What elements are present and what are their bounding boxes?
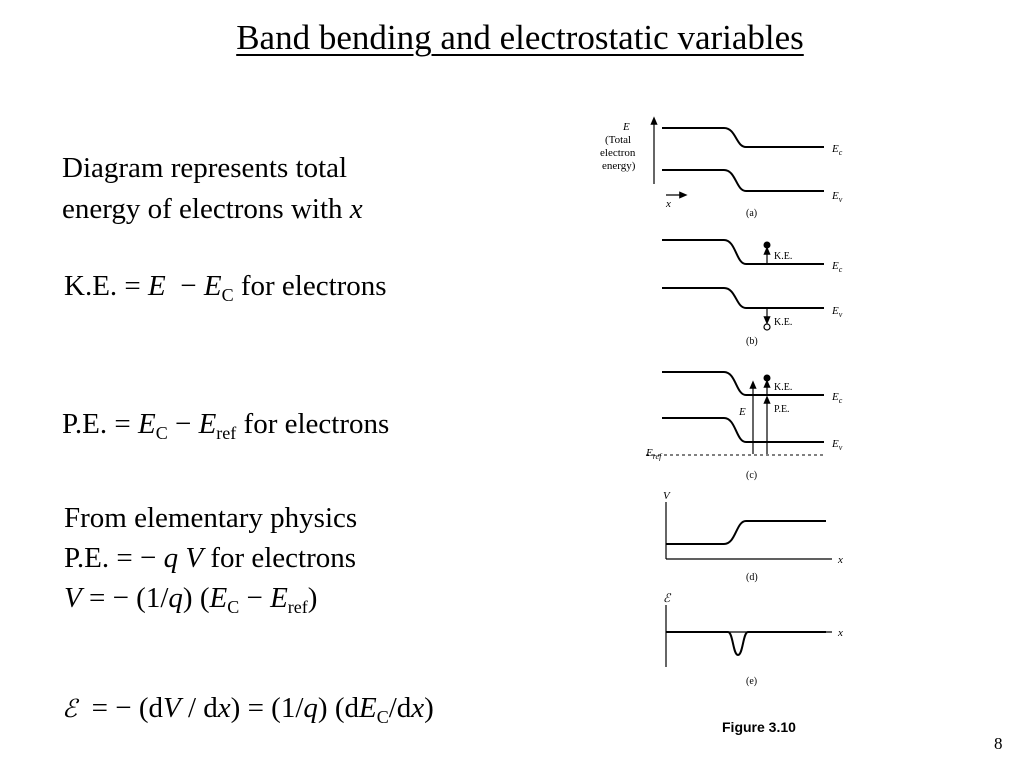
conduction-band-edge-a — [662, 128, 824, 147]
pe-eref: E — [198, 408, 217, 440]
field-ec-sub: C — [376, 707, 389, 727]
figure-caption: Figure 3.10 — [722, 719, 796, 735]
valence-band-edge-a — [662, 170, 824, 191]
potential-energy-equation — [62, 404, 389, 445]
panel-c — [645, 372, 843, 481]
ke-minus: − — [165, 270, 204, 302]
field-curve — [666, 632, 826, 655]
energy-axis-label: E — [623, 121, 630, 133]
x-label-d: x — [838, 554, 843, 566]
conduction-band-edge-b — [662, 240, 824, 264]
ec-label-a: $E_c$ — [832, 143, 843, 157]
ke-label-c: K.E. — [774, 382, 793, 393]
ev-label-c: $E_v$ — [832, 438, 843, 452]
field-slash: / d — [180, 692, 218, 724]
panel-a — [600, 120, 843, 219]
slide-title: Band bending and electrostatic variables — [236, 18, 804, 57]
physics-line-2 — [64, 538, 357, 578]
pe-suffix: for electrons — [236, 408, 390, 440]
energy-axis-label-line2: electron — [600, 147, 636, 159]
field-symbol: ℰ — [62, 696, 78, 723]
v-eref-sub: ref — [287, 597, 308, 617]
pe-label-c: P.E. — [774, 404, 790, 415]
field-x2: x — [411, 692, 425, 724]
ke-prefix: K.E. = — [64, 270, 149, 302]
valence-band-edge-b — [662, 288, 824, 308]
v-symbol: V — [64, 582, 82, 614]
ke-label-electron: K.E. — [774, 251, 793, 262]
eref-label-c: $E_{ref}$ — [646, 447, 662, 461]
diagram-line-2-text: energy of electrons with — [62, 193, 350, 225]
v-q: q — [168, 582, 183, 614]
panel-d — [663, 490, 843, 583]
physics-block — [64, 498, 357, 618]
field-axis-label: ℰ — [663, 591, 671, 605]
potential-curve — [666, 521, 826, 544]
ke-suffix: for electrons — [233, 270, 387, 302]
x-label-a: x — [666, 198, 671, 210]
panel-e — [663, 591, 843, 687]
panel-tag-d: (d) — [746, 572, 758, 583]
energy-axis-label-line3: energy) — [602, 160, 636, 172]
v-minus: − — [239, 582, 271, 614]
physics-line-1: From elementary physics — [64, 502, 358, 534]
pe-eref-sub: ref — [216, 423, 237, 443]
panel-tag-b: (b) — [746, 336, 758, 347]
electric-field-equation — [62, 688, 434, 730]
ec-label-c: $E_c$ — [832, 391, 843, 405]
field-v: V — [163, 692, 181, 724]
field-x: x — [217, 692, 231, 724]
field-mid: ) = (1/ — [230, 692, 304, 724]
panel-tag-c: (c) — [746, 470, 758, 481]
v-ec: E — [209, 582, 228, 614]
phys-q: q — [163, 542, 179, 574]
e-label-c: E — [739, 406, 746, 418]
pe-prefix: P.E. = — [62, 408, 138, 440]
ke-label-hole: K.E. — [774, 317, 793, 328]
hole-circle — [764, 324, 770, 330]
pe-ec: E — [137, 408, 156, 440]
phys-suffix: for electrons — [203, 542, 357, 574]
ec-label-b: $E_c$ — [832, 260, 843, 274]
field-close: ) — [424, 692, 434, 724]
phys-prefix: P.E. = − — [64, 542, 164, 574]
v-ec-sub: C — [227, 597, 240, 617]
field-mid2: ) (d — [317, 692, 359, 724]
v-mid: ) ( — [182, 582, 210, 614]
field-ec: E — [358, 692, 377, 724]
ev-label-b: $E_v$ — [832, 305, 843, 319]
v-axis-label: V — [663, 490, 670, 502]
diagram-line-1: Diagram represents total — [62, 152, 348, 184]
page-number: 8 — [994, 734, 1003, 753]
v-eref: E — [270, 582, 288, 614]
electron-dot — [764, 242, 771, 249]
conduction-band-edge-c — [662, 372, 824, 395]
field-q: q — [303, 692, 318, 724]
v-eq: = − (1/ — [81, 582, 169, 614]
panel-b — [662, 240, 843, 347]
ev-label-a: $E_v$ — [832, 190, 843, 204]
band-bending-figure — [586, 112, 846, 712]
variable-x: x — [349, 193, 363, 225]
valence-band-edge-c — [662, 418, 824, 442]
phys-v: V — [185, 542, 204, 574]
diagram-line-2 — [62, 189, 363, 230]
pe-minus: − — [167, 408, 199, 440]
voltage-equation — [64, 578, 357, 618]
kinetic-energy-equation — [64, 266, 387, 307]
field-eq: = − (d — [77, 692, 164, 724]
ke-ec: E — [203, 270, 222, 302]
pe-ec-sub: C — [155, 423, 168, 443]
x-label-e: x — [838, 627, 843, 639]
ke-e: E — [148, 270, 166, 302]
panel-tag-a: (a) — [746, 208, 758, 219]
v-close: ) — [307, 582, 318, 614]
diagram-description — [62, 148, 363, 230]
energy-axis-label-line1: (Total — [605, 134, 632, 146]
field-slash2: /d — [388, 692, 412, 724]
electron-dot-c — [764, 375, 771, 382]
ke-ec-sub: C — [221, 285, 234, 305]
panel-tag-e: (e) — [746, 676, 758, 687]
